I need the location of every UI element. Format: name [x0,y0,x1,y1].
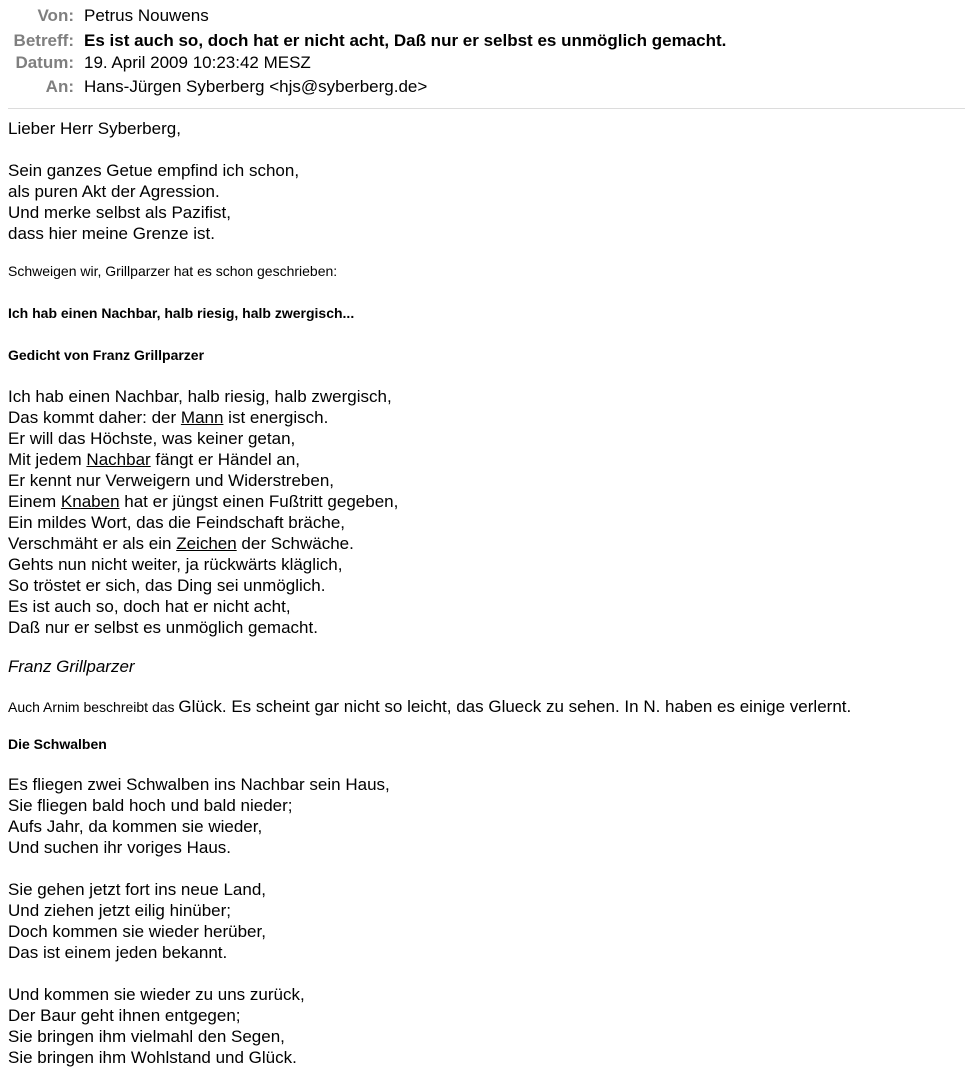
poem2-line: Es fliegen zwei Schwalben ins Nachbar sein Haus, [8,775,390,794]
poem1-line: So tröstet er sich, das Ding sei unmöglich. [8,576,326,595]
poem1-line: Er will das Höchste, was keiner getan, [8,429,296,448]
signature: Franz Grillparzer [8,657,135,676]
arnim-line [8,696,958,718]
link-zeichen[interactable]: Zeichen [176,534,237,553]
poem2-title: Die Schwalben [8,736,107,752]
intro-line: Sein ganzes Getue empfind ich schon, [8,161,300,180]
poem2-line: Aufs Jahr, da kommen sie wieder, [8,817,263,836]
from-value[interactable]: Petrus Nouwens [84,6,209,25]
poem1-line: Ich hab einen Nachbar, halb riesig, halb zwergisch, [8,387,392,406]
to-label: An: [45,77,74,96]
poem1-line: Verschmäht er als ein Zeichen der Schwäche. [8,534,354,553]
poem2-stanza [8,984,958,1068]
arnim-large-text: Glück. Es scheint gar nicht so leicht, das Glueck zu sehen. In N. haben es einige verlernt. [178,697,852,716]
intro-line: als puren Akt der Agression. [8,182,220,201]
link-nachbar[interactable]: Nachbar [86,450,151,469]
poem1-line: Daß nur er selbst es unmöglich gemacht. [8,618,318,637]
link-knaben[interactable]: Knaben [60,492,120,511]
poem2-line: Sie fliegen bald hoch und bald nieder; [8,796,293,815]
poem1-line: Gehts nun nicht weiter, ja rückwärts kläglich, [8,555,343,574]
header-divider [8,108,965,109]
email-body [8,118,958,1068]
salutation: Lieber Herr Syberberg, [8,119,181,138]
intro-line: Und merke selbst als Pazifist, [8,203,231,222]
intro-line: dass hier meine Grenze ist. [8,224,215,243]
poem1-line: Er kennt nur Verweigern und Widerstreben, [8,471,335,490]
quote-heading: Ich hab einen Nachbar, halb riesig, halb zwergisch... [8,305,355,321]
subject-value: Es ist auch so, doch hat er nicht acht, Daß nur er selbst es unmöglich gemacht. [84,31,727,50]
poem2-stanza [8,774,958,858]
poem2-line: Sie bringen ihm Wohlstand und Glück. [8,1048,297,1067]
poem2-line: Der Baur geht ihnen entgegen; [8,1006,241,1025]
poem2-stanza [8,879,958,963]
poem1-line: Es ist auch so, doch hat er nicht acht, [8,597,291,616]
intro-verse [8,160,958,244]
poem2 [8,774,958,1068]
poem2-line: Und ziehen jetzt eilig hinüber; [8,901,232,920]
schweigen-line: Schweigen wir, Grillparzer hat es schon geschrieben: [8,263,338,279]
poem2-line: Und suchen ihr voriges Haus. [8,838,232,857]
poem1-line: Ein mildes Wort, das die Feindschaft bräche, [8,513,346,532]
date-value: 19. April 2009 10:23:42 MESZ [84,53,311,72]
poem1-title: Gedicht von Franz Grillparzer [8,347,205,363]
poem2-line: Sie gehen jetzt fort ins neue Land, [8,880,267,899]
from-label: Von: [37,6,74,25]
poem2-line: Sie bringen ihm vielmahl den Segen, [8,1027,285,1046]
link-mann[interactable]: Mann [180,408,224,427]
poem2-line: Und kommen sie wieder zu uns zurück, [8,985,305,1004]
arnim-small-text: Auch Arnim beschreibt das [8,699,179,715]
poem1-line: Mit jedem Nachbar fängt er Händel an, [8,450,301,469]
poem2-line: Doch kommen sie wieder herüber, [8,922,266,941]
to-value[interactable]: Hans-Jürgen Syberberg <hjs@syberberg.de> [84,77,428,96]
poem2-line: Das ist einem jeden bekannt. [8,943,228,962]
poem1 [8,386,958,638]
date-label: Datum: [15,53,74,72]
subject-label: Betreff: [13,31,74,50]
poem1-line: Das kommt daher: der Mann ist energisch. [8,408,329,427]
poem1-line: Einem Knaben hat er jüngst einen Fußtritt gegeben, [8,492,399,511]
